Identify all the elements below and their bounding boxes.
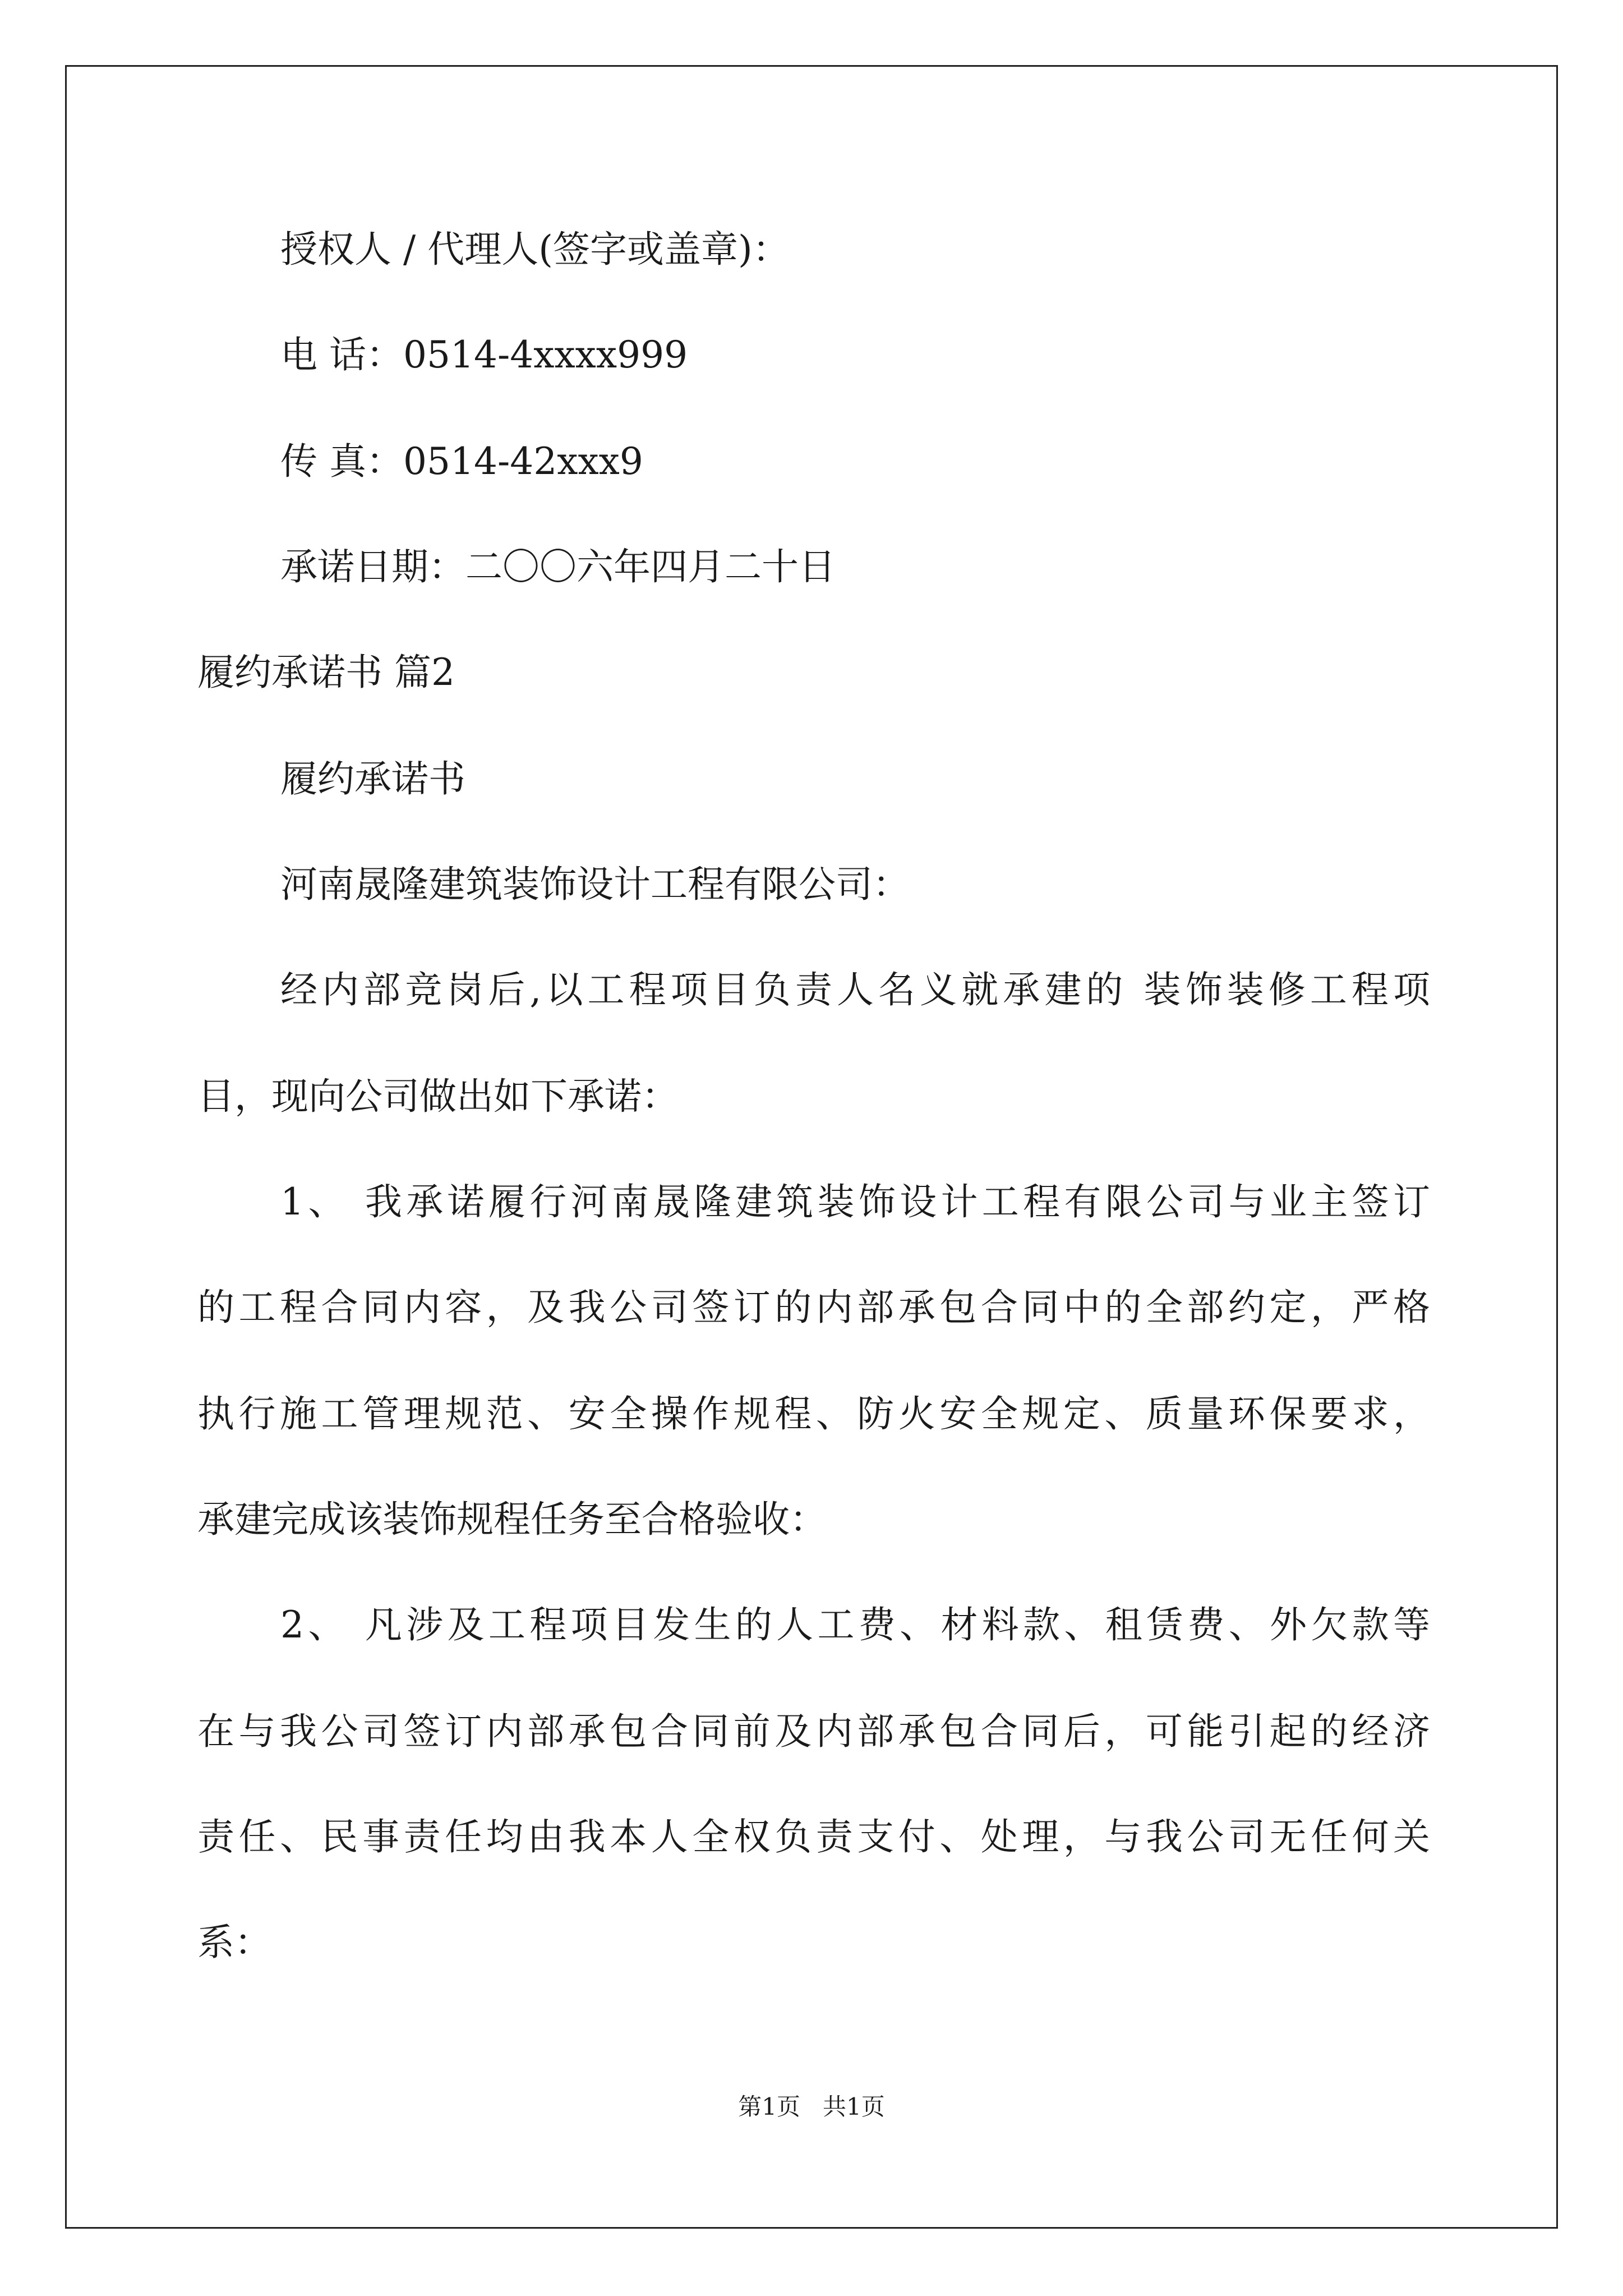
clause-2-line-3: 责任、民事责任均由我本人全权负责支付、处理，与我公司无任何关 [197,1815,1430,1858]
clause-1-line-4: 承建完成该装饰规程任务至合格验收： [197,1498,827,1541]
clause-2-line-4: 系： [197,1921,271,1964]
page-footer: 第1页 共1页 [738,2093,885,2120]
fax-line: 传 真：0514-42xxx9 [280,440,643,483]
page-border [65,65,1558,2229]
clause-1-line-3: 执行施工管理规范、安全操作规程、防火安全规定、质量环保要求， [197,1392,1430,1435]
clause-2-line-1: 2、 凡涉及工程项目发生的人工费、材料款、租赁费、外欠款等 [280,1603,1430,1646]
authorized-signature-line: 授权人 / 代理人(签字或盖章)： [280,228,790,271]
clause-1-line-2: 的工程合同内容，及我公司签订的内部承包合同中的全部约定，严格 [197,1286,1430,1329]
phone-line: 电 话：0514-4xxxx999 [280,333,688,376]
section-heading: 履约承诺书 篇2 [197,651,455,694]
clause-1-line-1: 1、 我承诺履行河南晟隆建筑装饰设计工程有限公司与业主签订 [280,1180,1430,1223]
paragraph-intro-line-2: 目，现向公司做出如下承诺： [197,1075,679,1118]
addressee-line: 河南晟隆建筑装饰设计工程有限公司： [280,863,910,906]
paragraph-intro-line-1: 经内部竞岗后,以工程项目负责人名义就承建的 装饰装修工程项 [280,968,1430,1011]
commitment-date-line: 承诺日期：二〇〇六年四月二十日 [280,545,836,588]
clause-2-line-2: 在与我公司签订内部承包合同前及内部承包合同后，可能引起的经济 [197,1710,1430,1753]
document-title: 履约承诺书 [280,757,465,800]
